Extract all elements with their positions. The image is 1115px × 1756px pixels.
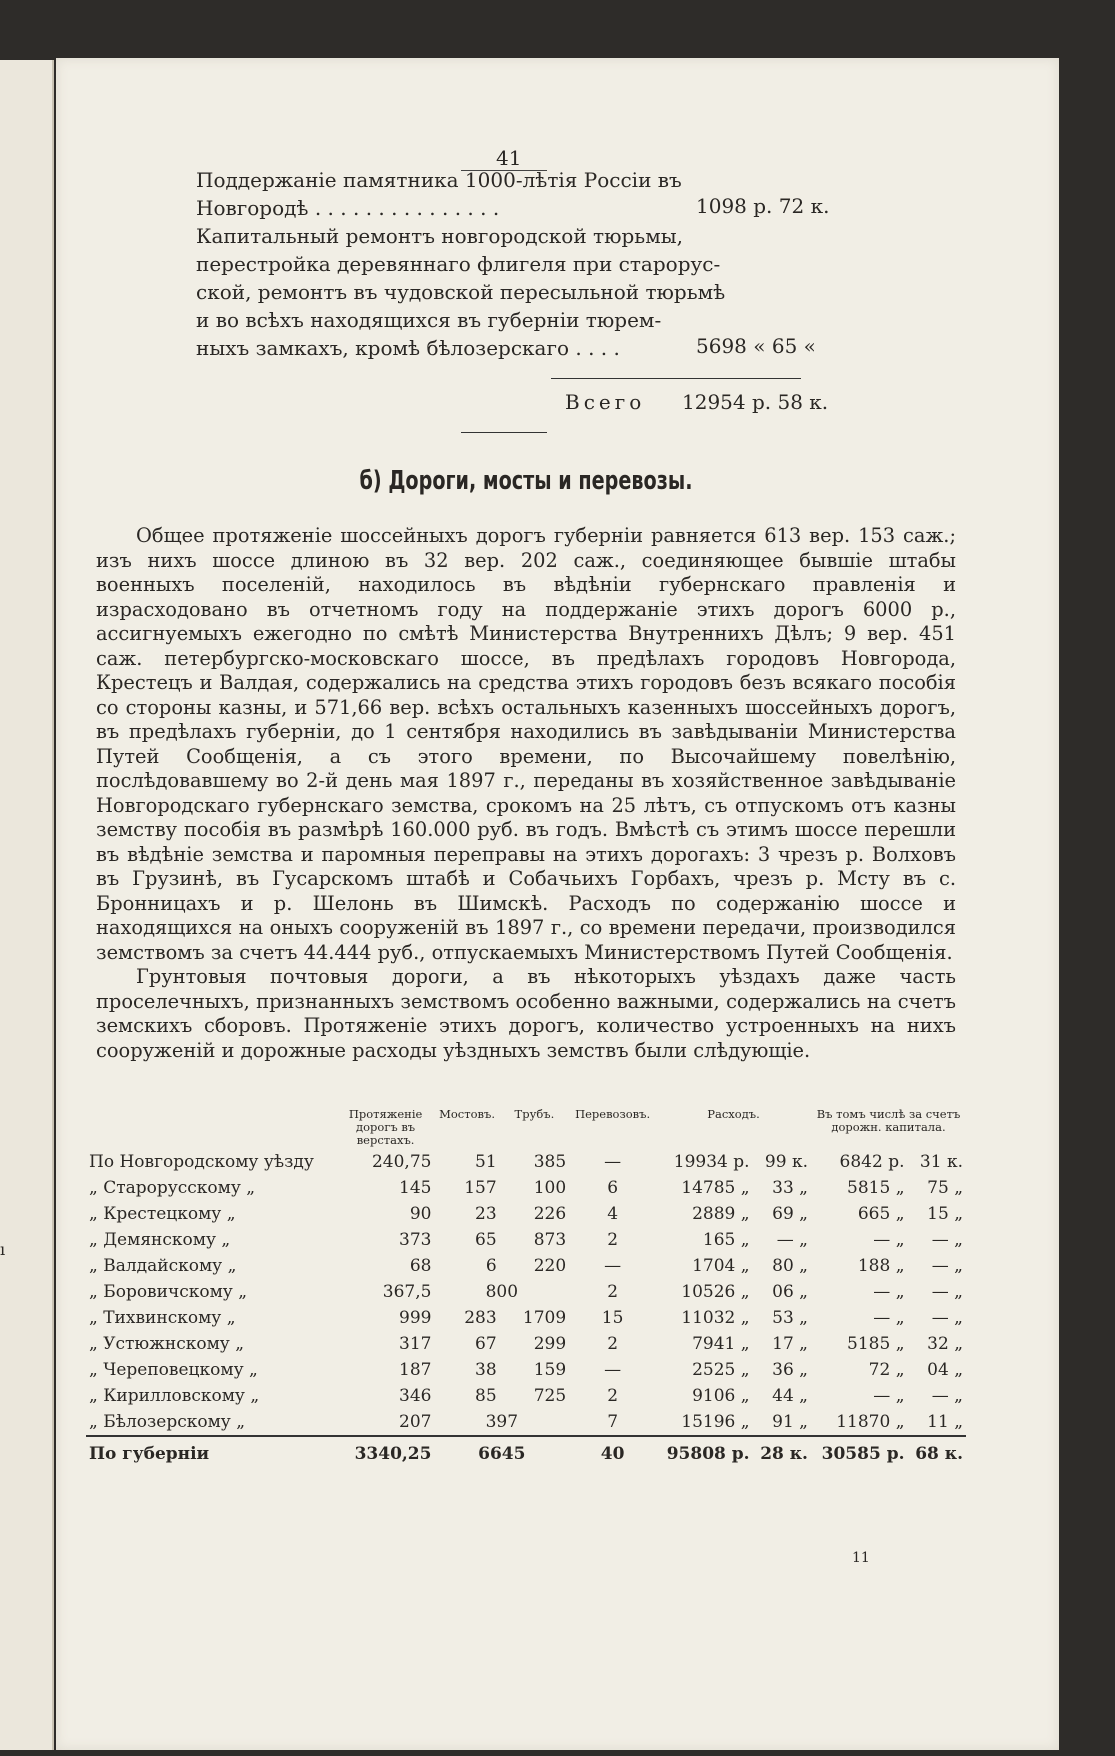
cell-pipes: 220 bbox=[533, 1256, 567, 1276]
cell-exp-k: 17 „ bbox=[772, 1334, 808, 1354]
cell-ferries: 2 bbox=[607, 1230, 619, 1250]
cell-cap-r: 188 „ bbox=[857, 1256, 905, 1276]
cell-pipes: 385 bbox=[533, 1152, 567, 1172]
book-page bbox=[56, 58, 1059, 1750]
footer-mark: 11 bbox=[852, 1550, 870, 1566]
header-pipes: Трубъ. bbox=[514, 1107, 555, 1121]
expense-item-line: Новгородѣ . . . . . . . . . . . . . . . bbox=[196, 196, 500, 220]
cell-cap-r: 72 „ bbox=[868, 1360, 905, 1380]
cell-cap-k: — „ bbox=[931, 1308, 963, 1328]
cell-cap-r: 5185 „ bbox=[847, 1334, 905, 1354]
cell-exp-k: 91 „ bbox=[772, 1412, 808, 1432]
cell-cap-r: 5815 „ bbox=[847, 1178, 905, 1198]
cell-exp-r: 2525 „ bbox=[692, 1360, 750, 1380]
header-length: Протяженіе дорогъ въ верстахъ. bbox=[348, 1107, 423, 1147]
cell-name: „ Бѣлозерскому „ bbox=[89, 1412, 246, 1432]
cell-exp-k: — „ bbox=[776, 1230, 808, 1250]
cell-ferries: 2 bbox=[607, 1386, 619, 1406]
cell-pipes: 100 bbox=[533, 1178, 567, 1198]
expense-item-1 bbox=[196, 166, 682, 222]
cell-cap-r: — „ bbox=[873, 1386, 905, 1406]
cell-ferries: 4 bbox=[607, 1204, 619, 1224]
table-row bbox=[86, 1331, 966, 1357]
cell-length: 145 bbox=[399, 1178, 432, 1198]
cell-cap-k: — „ bbox=[931, 1282, 963, 1302]
cell-bridges: 283 bbox=[464, 1308, 497, 1328]
expense-item-line: перестройка деревяннаго флигеля при старорус- bbox=[196, 252, 721, 276]
cell-cap-k: — „ bbox=[931, 1230, 963, 1250]
cell-length: 207 bbox=[399, 1412, 432, 1432]
expense-item-amount: 1098 р. 72 к. bbox=[696, 194, 830, 218]
section-rule bbox=[461, 432, 547, 433]
table-body bbox=[86, 1149, 966, 1471]
section-title: б) Дороги, мосты и перевозы. bbox=[359, 466, 693, 496]
cell-length: 90 bbox=[409, 1204, 432, 1224]
cell-cap-r: 6842 р. bbox=[839, 1152, 905, 1172]
cell-bridges-pipes: 800 bbox=[485, 1282, 519, 1302]
cell-name: „ Боровичскому „ bbox=[89, 1282, 248, 1302]
table-row bbox=[86, 1409, 966, 1436]
header-expense: Расходъ. bbox=[707, 1107, 760, 1121]
expense-item-2 bbox=[196, 222, 726, 362]
table-row bbox=[86, 1383, 966, 1409]
cell-name: „ Устюжнскому „ bbox=[89, 1334, 245, 1354]
cell-name: „ Валдайскому „ bbox=[89, 1256, 237, 1276]
table-row bbox=[86, 1357, 966, 1383]
roads-table bbox=[86, 1108, 966, 1471]
table-row bbox=[86, 1279, 966, 1305]
expense-item-line: Поддержаніе памятника 1000-лѣтія Россіи въ bbox=[196, 168, 682, 192]
cell-cap-k: — „ bbox=[931, 1386, 963, 1406]
cell-length: 373 bbox=[399, 1230, 432, 1250]
cell-exp-k: 28 к. bbox=[753, 1436, 811, 1471]
cell-length: 367,5 bbox=[382, 1282, 432, 1302]
cell-exp-r: 9106 „ bbox=[692, 1386, 750, 1406]
cell-ferries: 40 bbox=[569, 1436, 656, 1471]
cell-cap-r: — „ bbox=[873, 1308, 905, 1328]
cell-cap-r: 11870 „ bbox=[836, 1412, 905, 1432]
cell-cap-k: 04 „ bbox=[927, 1360, 963, 1380]
cell-ferries: 2 bbox=[607, 1282, 619, 1302]
cell-ferries: 15 bbox=[601, 1308, 624, 1328]
cell-bridges: 85 bbox=[475, 1386, 497, 1406]
cell-ferries: — bbox=[604, 1256, 622, 1276]
cell-exp-r: 15196 „ bbox=[681, 1412, 750, 1432]
cell-exp-r: 1704 „ bbox=[692, 1256, 750, 1276]
cell-cap-k: 32 „ bbox=[927, 1334, 963, 1354]
table-header-row bbox=[86, 1108, 966, 1149]
paragraph: Грунтовыя почтовыя дороги, а въ нѣкоторыхъ уѣздахъ даже часть проселечныхъ, признанныхъ земствомъ особенно важными, содержались на счетъ земскихъ сборовъ. Протяженіе этихъ дорогъ, количество устроенныхъ на нихъ сооруженій и дорожные расходы уѣздныхъ земствъ были слѣдующіе. bbox=[96, 965, 956, 1062]
cell-bridges-pipes: 6645 bbox=[434, 1436, 569, 1471]
left-page-edge bbox=[0, 60, 54, 1750]
cell-exp-r: 7941 „ bbox=[692, 1334, 750, 1354]
cell-length: 187 bbox=[399, 1360, 432, 1380]
cell-exp-k: 36 „ bbox=[772, 1360, 808, 1380]
cell-pipes: 1709 bbox=[522, 1308, 567, 1328]
cell-pipes: 159 bbox=[533, 1360, 567, 1380]
cell-cap-k: 31 к. bbox=[919, 1152, 963, 1172]
cell-cap-k: 75 „ bbox=[927, 1178, 963, 1198]
total-amount: 12954 р. 58 к. bbox=[682, 390, 829, 414]
table-row bbox=[86, 1253, 966, 1279]
cell-bridges: 67 bbox=[475, 1334, 497, 1354]
total-label: Всего bbox=[565, 390, 646, 414]
header-capital: Въ томъ числѣ за счетъ дорожн. капитала. bbox=[816, 1107, 961, 1134]
cell-bridges-pipes: 397 bbox=[485, 1412, 519, 1432]
table-row bbox=[86, 1149, 966, 1175]
expense-item-line: Капитальный ремонтъ новгородской тюрьмы, bbox=[196, 224, 684, 248]
cell-cap-k: 15 „ bbox=[927, 1204, 963, 1224]
cell-exp-k: 53 „ bbox=[772, 1308, 808, 1328]
table-row bbox=[86, 1227, 966, 1253]
cell-exp-k: 80 „ bbox=[772, 1256, 808, 1276]
cell-exp-r: 165 „ bbox=[702, 1230, 750, 1250]
left-margin-mark: ı bbox=[0, 1240, 6, 1259]
cell-name: „ Демянскому „ bbox=[89, 1230, 231, 1250]
cell-exp-k: 33 „ bbox=[772, 1178, 808, 1198]
cell-name: По губерніи bbox=[86, 1436, 337, 1471]
cell-exp-r: 19934 р. bbox=[673, 1152, 750, 1172]
sum-rule bbox=[551, 378, 801, 379]
cell-exp-k: 69 „ bbox=[772, 1204, 808, 1224]
cell-bridges: 23 bbox=[475, 1204, 497, 1224]
cell-name: „ Крестецкому „ bbox=[89, 1204, 236, 1224]
expense-item-line: и во всѣхъ находящихся въ губерніи тюрем- bbox=[196, 308, 662, 332]
cell-cap-r: 30585 р. bbox=[811, 1436, 908, 1471]
header-ferries: Перевозовъ. bbox=[575, 1107, 651, 1121]
cell-name: По Новгородскому уѣзду bbox=[89, 1152, 314, 1172]
cell-exp-r: 95808 р. bbox=[656, 1436, 753, 1471]
cell-pipes: 226 bbox=[533, 1204, 567, 1224]
cell-cap-k: 11 „ bbox=[927, 1412, 963, 1432]
body-text bbox=[96, 524, 956, 1063]
cell-pipes: 873 bbox=[533, 1230, 567, 1250]
expense-item-amount: 5698 « 65 « bbox=[696, 334, 816, 358]
table-row bbox=[86, 1201, 966, 1227]
cell-exp-r: 2889 „ bbox=[692, 1204, 750, 1224]
cell-exp-k: 99 к. bbox=[764, 1152, 808, 1172]
paragraph: Общее протяженіе шоссейныхъ дорогъ губерніи равняется 613 вер. 153 саж.; изъ нихъ шоссе длиною въ 32 вер. 202 саж., соединяющее бывшіе штабы военныхъ поселеній, находилось въ вѣдѣніи губернскаго правленія и израсходовано въ отчетномъ году на поддержаніе этихъ дорогъ 6000 р., ассигнуемыхъ ежегодно по смѣтѣ Министерства Внутреннихъ Дѣлъ; 9 вер. 451 саж. петербургско-московскаго шоссе, въ предѣлахъ городовъ Новгорода, Крестецъ и Валдая, содержались на средства этихъ городовъ безъ всякаго пособія со стороны казны, и 571,66 вер. всѣхъ остальныхъ казенныхъ шоссейныхъ дорогъ, въ предѣлахъ губерніи, до 1 сентября находились въ завѣдываніи Министерства Путей Сообщенія, а съ этого времени, по Высочайшему повелѣнію, послѣдовавшему во 2-й день мая 1897 г., переданы въ хозяйственное завѣдываніе Новгородскаго губернскаго земства, срокомъ на 25 лѣтъ, съ отпускомъ отъ казны земству пособія въ размѣрѣ 160.000 руб. въ годъ. Вмѣстѣ съ этимъ шоссе перешли въ вѣдѣніе земства и паромныя переправы на этихъ дорогахъ: 3 чрезъ р. Волховъ въ Грузинѣ, въ Гусарскомъ штабѣ и Собачьихъ Горбахъ, чрезъ р. Мсту въ с. Бронницахъ и р. Шелонь въ Шимскѣ. Расходъ по содержанію шоссе и находящихся на оныхъ сооруженій въ 1897 г., со времени передачи, производился земствомъ за счетъ 44.444 руб., отпускаемыхъ Министерствомъ Путей Сообщенія. bbox=[96, 524, 956, 964]
cell-length: 317 bbox=[399, 1334, 432, 1354]
header-district bbox=[86, 1108, 337, 1149]
cell-exp-r: 14785 „ bbox=[681, 1178, 750, 1198]
cell-bridges: 65 bbox=[475, 1230, 497, 1250]
cell-ferries: — bbox=[604, 1152, 622, 1172]
cell-ferries: — bbox=[604, 1360, 622, 1380]
cell-cap-r: — „ bbox=[873, 1230, 905, 1250]
cell-bridges: 51 bbox=[475, 1152, 497, 1172]
cell-name: „ Тихвинскому „ bbox=[89, 1308, 236, 1328]
cell-exp-r: 10526 „ bbox=[681, 1282, 750, 1302]
cell-name: „ Череповецкому „ bbox=[89, 1360, 258, 1380]
cell-cap-k: — „ bbox=[931, 1256, 963, 1276]
cell-cap-k: 68 к. bbox=[908, 1436, 966, 1471]
cell-exp-k: 44 „ bbox=[772, 1386, 808, 1406]
cell-cap-r: — „ bbox=[873, 1282, 905, 1302]
cell-cap-r: 665 „ bbox=[857, 1204, 905, 1224]
cell-length: 999 bbox=[399, 1308, 432, 1328]
cell-ferries: 2 bbox=[607, 1334, 619, 1354]
cell-bridges: 157 bbox=[464, 1178, 497, 1198]
cell-bridges: 38 bbox=[475, 1360, 497, 1380]
cell-exp-k: 06 „ bbox=[772, 1282, 808, 1302]
cell-length: 240,75 bbox=[371, 1152, 432, 1172]
header-bridges: Мостовъ. bbox=[439, 1107, 495, 1121]
table-row bbox=[86, 1305, 966, 1331]
cell-name: „ Кирилловскому „ bbox=[89, 1386, 260, 1406]
table-row bbox=[86, 1175, 966, 1201]
cell-pipes: 725 bbox=[533, 1386, 567, 1406]
cell-length: 68 bbox=[409, 1256, 432, 1276]
cell-ferries: 6 bbox=[607, 1178, 619, 1198]
cell-length: 3340,25 bbox=[337, 1436, 435, 1471]
cell-exp-r: 11032 „ bbox=[681, 1308, 750, 1328]
page-number: 41 bbox=[496, 146, 522, 170]
cell-bridges: 6 bbox=[485, 1256, 497, 1276]
cell-length: 346 bbox=[399, 1386, 432, 1406]
cell-pipes: 299 bbox=[533, 1334, 567, 1354]
expense-item-line: ныхъ замкахъ, кромѣ бѣлозерскаго . . . . bbox=[196, 336, 620, 360]
cell-name: „ Старорусскому „ bbox=[89, 1178, 256, 1198]
table-total-row bbox=[86, 1436, 966, 1471]
cell-ferries: 7 bbox=[607, 1412, 619, 1432]
expense-item-line: ской, ремонтъ въ чудовской пересыльной тюрьмѣ bbox=[196, 280, 726, 304]
